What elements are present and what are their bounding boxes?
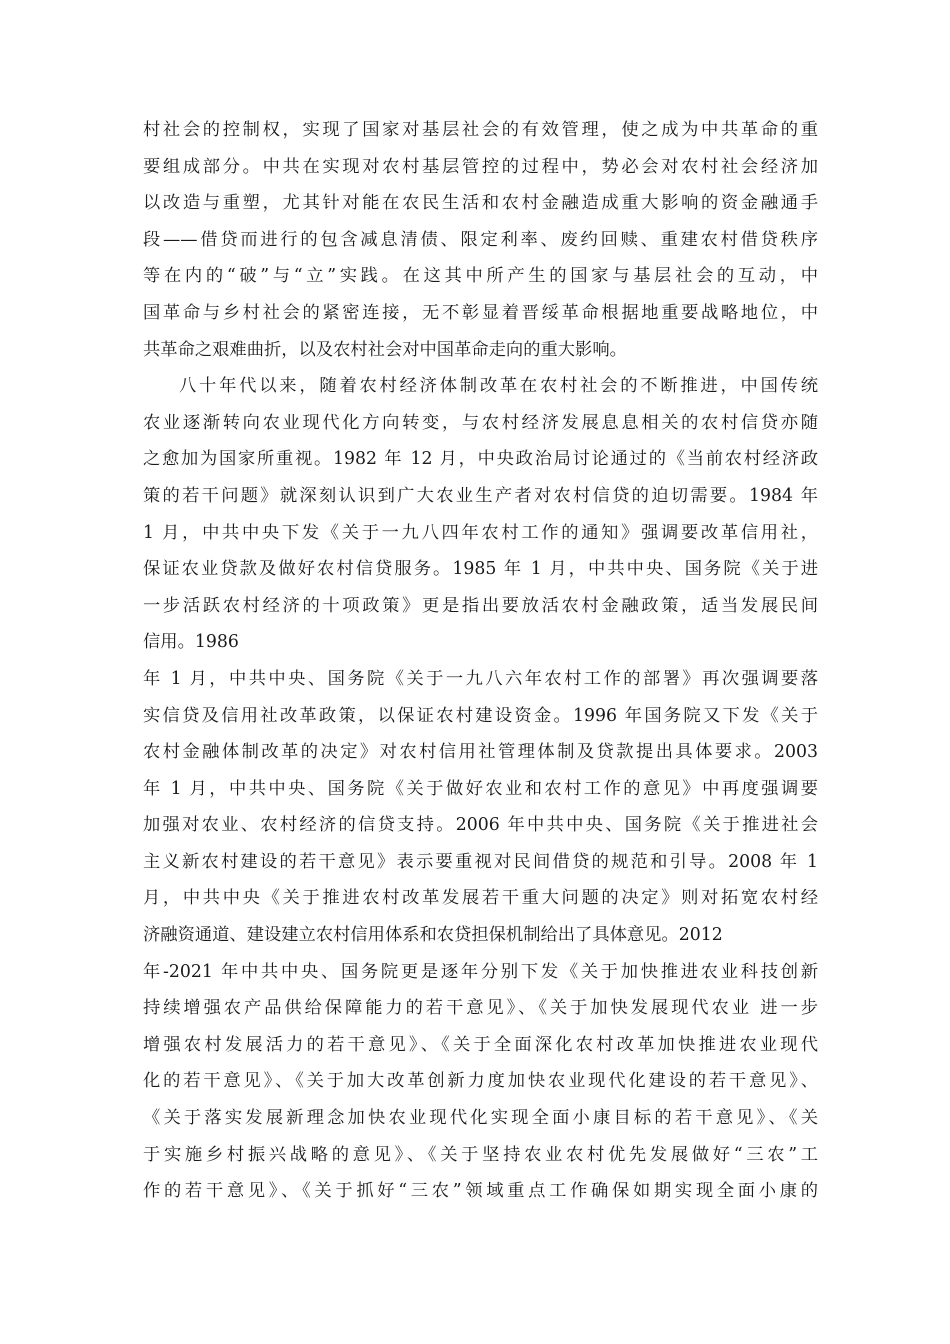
text-line: 八十年代以来，随着农村经济体制改革在农村社会的不断推进，中国传统 bbox=[179, 376, 818, 397]
text-line: 等在内的“破”与“立”实践。在这其中所产生的国家与基层社会的互动，中 bbox=[143, 266, 818, 287]
text-line: 年 1 月，中共中央、国务院《关于一九八六年农村工作的部署》再次强调要落 bbox=[143, 668, 818, 689]
text-line: 信用。1986 bbox=[143, 632, 239, 653]
text-line: 以改造与重塑，尤其针对能在农民生活和农村金融造成重大影响的资金融通手 bbox=[143, 193, 818, 214]
text-line: 化的若干意见》、《关于加大改革创新力度加快农业现代化建设的若干意见》、 bbox=[143, 1071, 818, 1092]
text-line: 一步活跃农村经济的十项政策》更是指出要放活农村金融政策，适当发展民间 bbox=[143, 595, 818, 616]
text-line: 1 月，中共中央下发《关于一九八四年农村工作的通知》强调要改革信用社， bbox=[143, 522, 818, 543]
text-line: 共革命之艰难曲折，以及农村社会对中国革命走向的重大影响。 bbox=[143, 339, 627, 360]
body-text bbox=[143, 112, 818, 1210]
text-line: 年-2021 年中共中央、国务院更是逐年分别下发《关于加快推进农业科技创新 bbox=[143, 961, 818, 982]
text-line: 保证农业贷款及做好农村信贷服务。1985 年 1 月，中共中央、国务院《关于进 bbox=[143, 559, 818, 580]
text-line: 加强对农业、农村经济的信贷支持。2006 年中共中央、国务院《关于推进社会 bbox=[143, 815, 818, 836]
text-line: 增强农村发展活力的若干意见》、《关于全面深化农村改革加快推进农业现代 bbox=[143, 1034, 818, 1055]
text-line: 农村金融体制改革的决定》对农村信用社管理体制及贷款提出具体要求。2003 bbox=[143, 742, 818, 763]
paragraph-2 bbox=[143, 368, 818, 1210]
text-line: 村社会的控制权，实现了国家对基层社会的有效管理，使之成为中共革命的重 bbox=[143, 120, 818, 140]
text-line: 月，中共中央《关于推进农村改革发展若干重大问题的决定》则对拓宽农村经 bbox=[143, 888, 818, 909]
text-line: 年 1 月，中共中央、国务院《关于做好农业和农村工作的意见》中再度强调要 bbox=[143, 778, 818, 799]
text-line: 农业逐渐转向农业现代化方向转变，与农村经济发展息息相关的农村信贷亦随 bbox=[143, 412, 818, 433]
text-line: 济融资通道、建设建立农村信用体系和农贷担保机制给出了具体意见。2012 bbox=[143, 925, 723, 946]
text-line: 国革命与乡村社会的紧密连接，无不彰显着晋绥革命根据地重要战略地位，中 bbox=[143, 302, 818, 323]
text-line: 段——借贷而进行的包含减息清债、限定利率、废约回赎、重建农村借贷秩序 bbox=[143, 229, 818, 250]
text-line: 作的若干意见》、《关于抓好“三农”领域重点工作确保如期实现全面小康的 bbox=[143, 1181, 818, 1202]
text-line: 实信贷及信用社改革政策，以保证农村建设资金。1996 年国务院又下发《关于 bbox=[143, 705, 818, 726]
text-line: 《关于落实发展新理念加快农业现代化实现全面小康目标的若干意见》、《关 bbox=[143, 1108, 818, 1129]
paragraph-1 bbox=[143, 112, 818, 368]
text-line: 要组成部分。中共在实现对农村基层管控的过程中，势必会对农村社会经济加 bbox=[143, 156, 818, 177]
text-line: 持续增强农产品供给保障能力的若干意见》、《关于加快发展现代农业 进一步 bbox=[143, 998, 818, 1019]
text-line: 策的若干问题》就深刻认识到广大农业生产者对农村信贷的迫切需要。1984 年 bbox=[143, 485, 818, 506]
text-line: 主义新农村建设的若干意见》表示要重视对民间借贷的规范和引导。2008 年 1 bbox=[143, 851, 818, 872]
text-line: 于实施乡村振兴战略的意见》、《关于坚持农业农村优先发展做好“三农”工 bbox=[143, 1144, 818, 1165]
text-line: 之愈加为国家所重视。1982 年 12 月，中央政治局讨论通过的《当前农村经济政 bbox=[143, 449, 818, 470]
